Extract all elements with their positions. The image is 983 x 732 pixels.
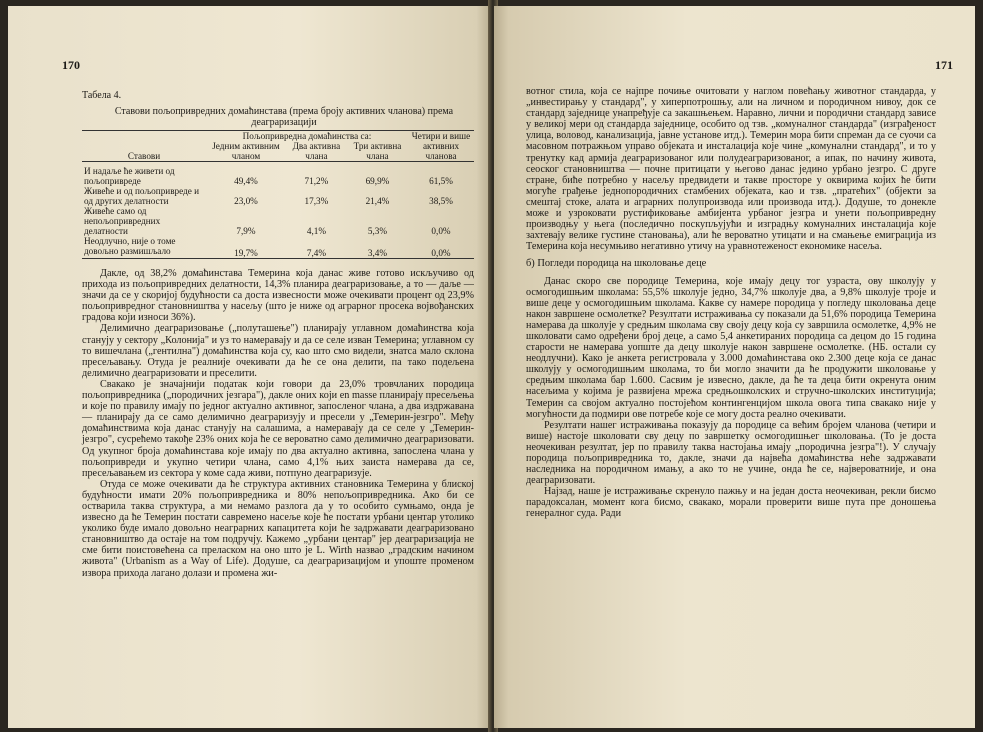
paragraph: вотног стила, која се најпре почиње очитовати у наглом повећању животног стандарда, у „инвестирању у стандард", у хиперпотрошњу, али на личном и породичном нивоу, док се стандард заједнице унапређује са закашњењем. Наравно, лични и породични стандард зависе у великој мери од стандарда заједнице, особито од тзв. „комуналног стандарда" (изграђеност улица, воловод, канализација, јавне установе итд.). Темерин мора бити спреман да се суочи са масовном потражњом управо објеката и инсталација које чине „комунални стандард", и то у тренутку кад армија деаграризованог или полудеаграризованог, а ипак, по начину живота, сеоског становништва — почне притицати у његово данас једино урбано језгро. С друге стране, биће потребно у насељу предвидети и такве просторе у оквирима којих ће бити могуће грађење једнопородичних стамбених објеката, као и тзв. „пратећих" (објекти за смештај стоке, алата и аграрних полупроизвода или производа итд.). Додуше, то донекле може и узроковати рустификовање амбијента урбаног језгра и унети пољопривредну производњу у њега (последично поскупљујући и изградњу комуналних инсталација које захтевају велике густине становања), али ће вероватно утицати и на смањење емиграција из Темерина која несумњиво негативно утичу на уравнотеженост економике насеља. (526, 86, 936, 253)
col-header-group: Пољопривредна домаћинства са: (206, 131, 408, 142)
table-row: Живеће и од пољопривреде и од других делатности 23,0% 17,3% 21,4% 38,5% (84, 186, 453, 206)
table-title: Ставови пољопривредних домаћинстава (према броју активних чланова) према деаграризацији (114, 106, 454, 128)
col-header-dva: Два активна члана (286, 141, 347, 162)
right-body-text (526, 86, 936, 520)
right-page (494, 6, 975, 728)
data-table (82, 130, 474, 259)
col-header-tri: Три активна члана (347, 141, 408, 162)
left-page (8, 6, 492, 728)
left-body-text (82, 268, 474, 579)
col-header-stavovi: Ставови (82, 131, 206, 162)
table-row: Неодлучно, није о томе довољно размишљало 19,7% 7,4% 3,4% 0,0% (82, 236, 474, 259)
col-header-cetiri: Четири и више активних чланова (408, 131, 474, 162)
page-number-left: 170 (62, 58, 80, 72)
table-row: И надаље ће живети од пољопривреде 49,4% 71,2% 69,9% 61,5% (84, 166, 453, 186)
paragraph: Свакако је значајнији податак који говори да 23,0% тровчланих породица пољопривредника („породичних језгара"), дакле оних који en masse планирају пресељења и које по правилу имају по једног актуално активног, запосленог члана, а два издржавана — планирају да се само делимично деаграризују и пресели у „Темерин-језгро". Међу домаћинствима која данас станују на салашима, а намеравају да се селе у „Темерин-језгро", сусрећемо такође 23% оних која ће се вероватно само делимично деаграризовати. Од укупног броја домаћинстава које имају по два актуално активна, запослена члана у пољопривреди и укупно четири члана, само 4,1% њих заиста намерава да се, пресељавањем из сектора у коме сада живи, потпуно деаграризује. (82, 378, 474, 479)
section-heading: б) Погледи породица на школовање деце (526, 258, 707, 270)
col-header-jednim: Једним активним чланом (206, 141, 286, 162)
paragraph: Делимично деаграризовање („полуташење") планирају углавном домаћинства која станују у сектору „Колонија" и уз то намеравају и да се селе изван Темерина; углавном су то вишечлана („гентилна") домаћинства која су, као што смо видели, знатса мало склона пресељавању. Отуда је реалније очекивати да ће се она делити, па тако подељена делимично деаграризовати и преселити. (82, 323, 474, 379)
paragraph: Дакле, од 38,2% домаћинстава Темерина која данас живе готово искључиво од прихода из пољопривредних делатности, 14,3% планира деаграризовање, а то — даље — значи да се у скоријој будућности са доста извесности може очекивати процент од 23,9% пољопривредног становништва у насељу (што је ниже од аграрног просека војвођанских градова који износи 36%). (82, 268, 474, 324)
paragraph: Данас скоро све породице Темерина, које имају децу тог узраста, ову школују у осмогодишњим школама: 55,5% школује једно, 34,7% школује два, а 9,8% школује троје и више деце у осмогодишњим школама. Какве су намере породица у погледу школовања деце након завршене осмолетке? Резултати истраживања су показали да 51,6% породица Темерина намерава да школује у средњим школама сву своју децу која су завршила осмолетке, 4,9% не школовати само одређени број деце, а само 5,4 анкетираних породица са децом до 15 година старости не намерава уопште да децу школује након завршене осмолетке. (НБ. остали су неодлучни). Како је анкета регистровала у 3.000 домаћинстава око 2.300 деце која се данас школују у осмогодишњим школама, то би могло значити да ће продужити школовање у средњим школама бар 1.600. Сасвим је извесно, дакле, да ће та деца бити окренута оним насељима у којима је развијена мрежа средњошколских и стручно-школских институција; Темерин са својом актуално постојећом контингенцијом школа овога типа свакако није у могућности да подмири ове потребе које се могу доста реално очекивати. (526, 275, 936, 420)
paragraph: Отуда се може очекивати да ће структура активних становника Темерина у блиској будућности имати 20% пољопривредника и 80% непољопривредника. Ако би се остварила таква структура, а ми немамо разлога да у то особито сумњамо, онда је извесно да ће Темерин постати савремено насеље које ће постати урбани центар утолико уколико буде имало довољно неаграрних капацитета који ће задржавати деаграризовано становништво да остаје на том подручју. Кажемо „урбани центар" јер деаграризација не сме бити поистовећена са преласком на оно што је L. Wirth назвао „градским начином живота" (Urbanism as a Way of Life). Додуше, са деаграризацијом и упоште променом извора прихода лагано долази и промена жи- (82, 478, 474, 579)
paragraph: Најзад, наше је истраживање скренуло пажњу и на један доста неочекиван, рекли бисмо парадоксалан, момент кога бисмо, свакако, морали проверити више пута пре доношења генералног суда. Ради (526, 486, 936, 520)
paragraph: Резултати нашег истраживања показују да породице са већим бројем чланова (четири и више) настоје школовати сву децу по завршетку осмогодишњег школовања. (То је доста неочекиван резултат, јер по правилу таква настојања имају „породична језгра"!). У случају породица пољопривредника то, дакле, значи да највећа домаћинства нећe задржавати наследника на породичном имању, а ако то не учине, онда ће се, највероватније, и она деаграризовати. (526, 419, 936, 487)
page-number-right: 171 (935, 58, 953, 72)
table-caption: Табела 4. (82, 90, 122, 101)
table-row: Живеће само од непољопривредних делатности 7,9% 4,1% 5,3% 0,0% (84, 206, 451, 236)
